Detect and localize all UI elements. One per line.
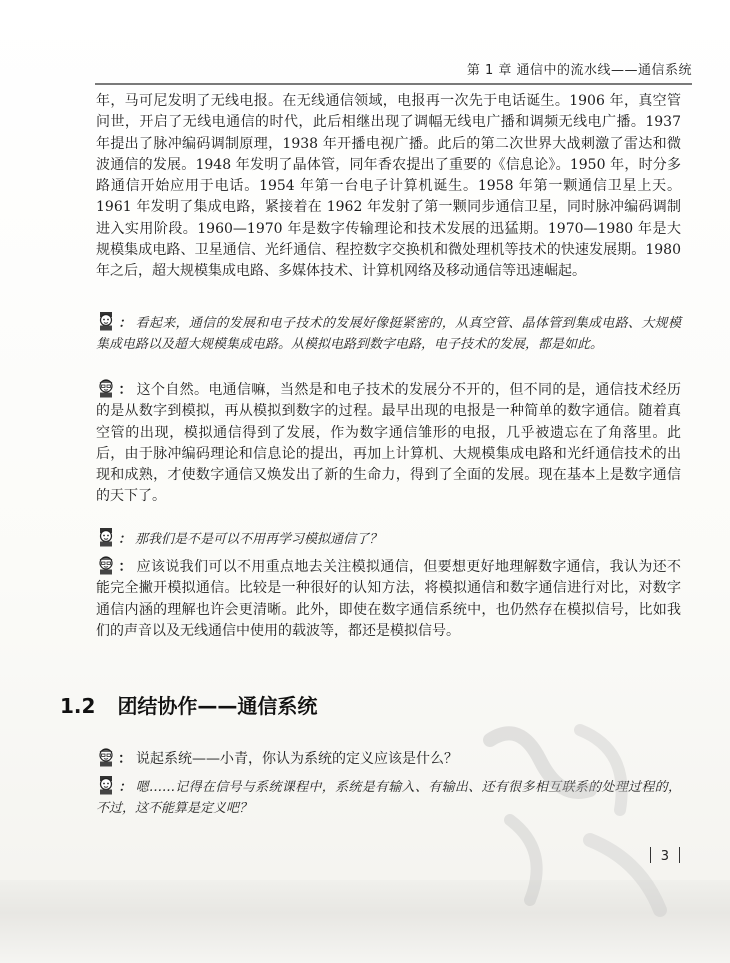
dialog-colon: ： [118,751,132,767]
dialog-text: 那我们是不是可以不用再学习模拟通信了？ [135,532,383,547]
dialog-text: 看起来，通信的发展和电子技术的发展好像挺紧密的，从真空管、晶体管到集成电路、大规模集成电路以及超大规模集成电路。从模拟电路到数字电路，电子技术的发展，都是如此。 [96,316,681,353]
section-heading [60,690,317,719]
dialog-text: 嗯……记得在信号与系统课程中，系统是有输入、有输出、还有很多相互联系的处理过程的，不过，这不能算是定义吧？ [96,780,681,817]
teacher-avatar-icon [96,555,116,575]
section-title: 团结协作——通信系统 [117,694,318,718]
teacher-avatar-icon [96,747,116,767]
dialog-text: 这个自然。电通信嘛，当然是和电子技术的发展分不开的，但不同的是，通信技术经历的是从数字到模拟，再从模拟到数字的过程。最早出现的电报是一种简单的数字通信。随着真空管的出现，模拟通信得到了发展，作为数字通信雏形的电报，几乎被遗忘在了角落里。此后，由于脉冲编码理论和信息论的提出，再加上计算机、大规模集成电路和光纤通信技术的出现和成熟，才使数字通信又焕发出了新的生命力，得到了全面的发展。现在基本上是数字通信的天下了。 [96,382,682,505]
section-number: 1.2 [60,694,96,718]
page-number: 3 [660,849,669,864]
dialog-colon: ： [118,532,132,547]
student-avatar-icon [96,775,116,795]
dialog-teacher-2 [96,555,681,642]
dialog-student-1 [96,311,681,356]
student-avatar-icon [96,311,116,331]
dialog-text: 应该说我们可以不用重点地去关注模拟通信，但要想更好地理解数字通信，我认为还不能完全撇开模拟通信。比较是一种很好的认知方法，将模拟通信和数字通信进行对比，对数字通信内涵的理解也许会更清晰。此外，即使在数字通信系统中，也仍然存在模拟信号，比如我们的声音以及无线通信中使用的载波等，都还是模拟信号。 [96,559,682,639]
dialog-colon: ： [118,559,133,575]
teacher-avatar-icon [96,378,116,398]
seal-watermark [460,700,690,930]
dialog-colon: ： [118,316,132,331]
chapter-title: 第 1 章 通信中的流水线——通信系统 [466,63,692,78]
dialog-colon: ： [118,780,132,795]
student-avatar-icon [96,527,116,547]
dialog-student-2 [96,527,681,550]
dialog-teacher-1 [96,378,681,508]
paragraph-history: 年，马可尼发明了无线电报。在无线通信领域，电报再一次先于电话诞生。1906 年，真空管问世，开启了无线电通信的时代，此后相继出现了调幅无线电广播和调频无线电广播。1937 年提出了脉冲编码调制原理，1938 年开播电视广播。此后的第二次世界大战刺激了雷达和微波通信的发展。1948 年发明了晶体管，同年香农提出了重要的《信息论》。1950 年，时分多路通信开始应用于电话。1954 年第一台电子计算机诞生。1958 年第一颗通信卫星上天。1961 年发明了集成电路，紧接着在 1962 年发射了第一颗同步通信卫星，同时脉冲编码调制进入实用阶段。1960—1970 年是数字传输理论和技术发展的迅猛期。1970—1980 年是大规模集成电路、卫星通信、光纤通信、程控数字交换机和微处理机等技术的快速发展期。1980 年之后，超大规模集成电路、多媒体技术、计算机网络及移动通信等迅速崛起。 [96,93,681,280]
running-header [95,57,692,85]
dialog-colon: ： [118,382,133,398]
dialog-text: 说起系统——小青，你认为系统的定义应该是什么？ [136,751,458,767]
